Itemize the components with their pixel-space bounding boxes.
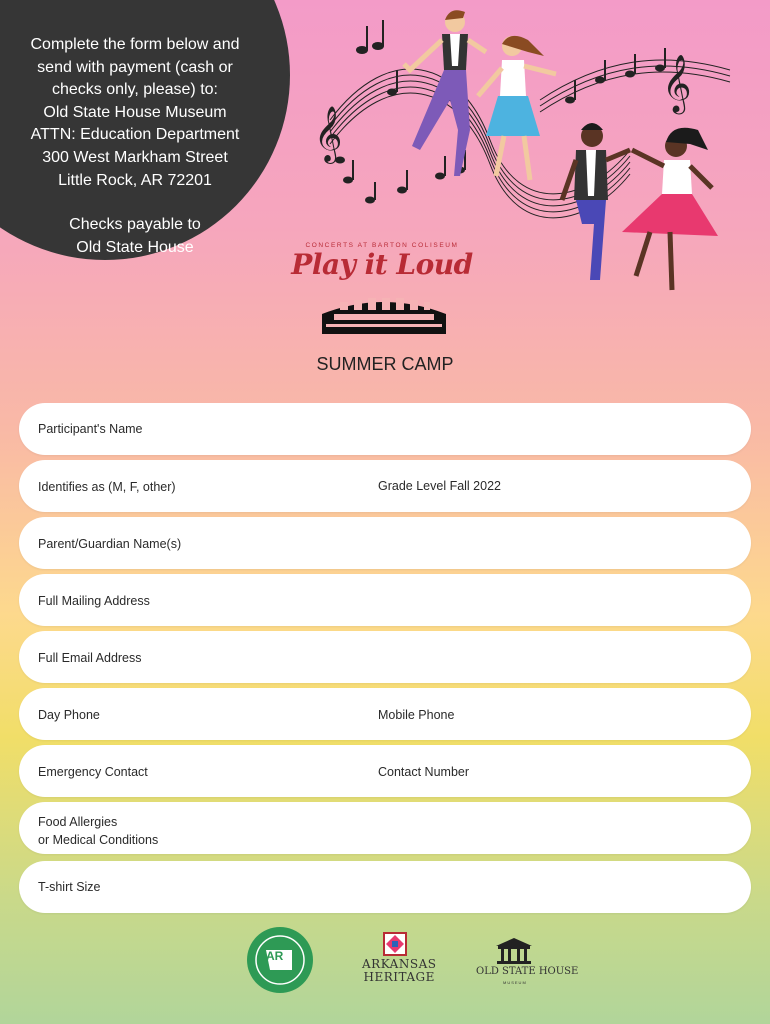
participant-name-label: Participant's Name <box>38 422 143 436</box>
mailing-address-label: Full Mailing Address <box>38 594 150 608</box>
identity-grade-field[interactable] <box>19 460 751 512</box>
page-title: SUMMER CAMP <box>316 354 454 374</box>
checks-line: Checks payable to <box>69 216 201 234</box>
arkansas-heritage-logo <box>362 958 436 984</box>
mobile-phone-label: Mobile Phone <box>378 708 455 722</box>
mail-line: ATTN: Education Department <box>30 126 240 144</box>
food-allergies-field[interactable] <box>19 802 751 854</box>
email-address-field[interactable] <box>19 631 751 683</box>
participant-name-field[interactable] <box>19 403 751 455</box>
day-phone-label: Day Phone <box>38 708 100 722</box>
logo-script: Play it Loud <box>291 248 473 281</box>
mail-line: 300 West Markham Street <box>42 148 228 166</box>
svg-text:𝄞: 𝄞 <box>314 106 343 162</box>
old-state-house-logo-text: OLD STATE HOUSE <box>476 966 579 977</box>
mail-line: Complete the form below and <box>30 36 240 53</box>
grade-level-label: Grade Level Fall 2022 <box>378 479 501 493</box>
tshirt-size-label: T-shirt Size <box>38 880 101 894</box>
arkansas-heritage-line1: ARKANSAS <box>362 957 437 971</box>
old-state-house-icon <box>494 936 534 964</box>
mailing-instructions <box>20 34 250 259</box>
ar-badge-text: AR <box>266 949 284 963</box>
mail-line: Old State House Museum <box>43 103 227 121</box>
emergency-contact-label: Emergency Contact <box>38 765 148 779</box>
arkansas-heritage-icon <box>383 932 407 956</box>
arkansas-heritage-line2: HERITAGE <box>363 970 435 984</box>
food-allergies-label-line1: Food Allergies <box>38 815 118 829</box>
checks-line: Old State House <box>76 238 194 256</box>
email-address-label: Full Email Address <box>38 651 142 665</box>
mail-line: checks only, please) to: <box>51 81 218 99</box>
contact-number-label: Contact Number <box>378 765 470 779</box>
phone-field[interactable] <box>19 688 751 740</box>
old-state-house-sub: MUSEUM <box>503 980 527 985</box>
tshirt-size-field[interactable] <box>19 861 751 913</box>
logo-tagline: CONCERTS AT BARTON COLISEUM <box>305 242 459 249</box>
coliseum-icon <box>318 294 450 336</box>
svg-text:𝄞: 𝄞 <box>662 54 692 112</box>
mailing-address-field[interactable] <box>19 574 751 626</box>
identifies-as-label: Identifies as (M, F, other) <box>38 480 176 494</box>
mail-line: send with payment (cash or <box>37 58 233 76</box>
mail-line: Little Rock, AR 72201 <box>58 171 212 189</box>
emergency-contact-field[interactable] <box>19 745 751 797</box>
guardian-name-label: Parent/Guardian Name(s) <box>38 537 182 551</box>
food-allergies-label-line2: or Medical Conditions <box>38 833 159 847</box>
guardian-name-field[interactable] <box>19 517 751 569</box>
play-it-loud-logo <box>288 238 476 338</box>
